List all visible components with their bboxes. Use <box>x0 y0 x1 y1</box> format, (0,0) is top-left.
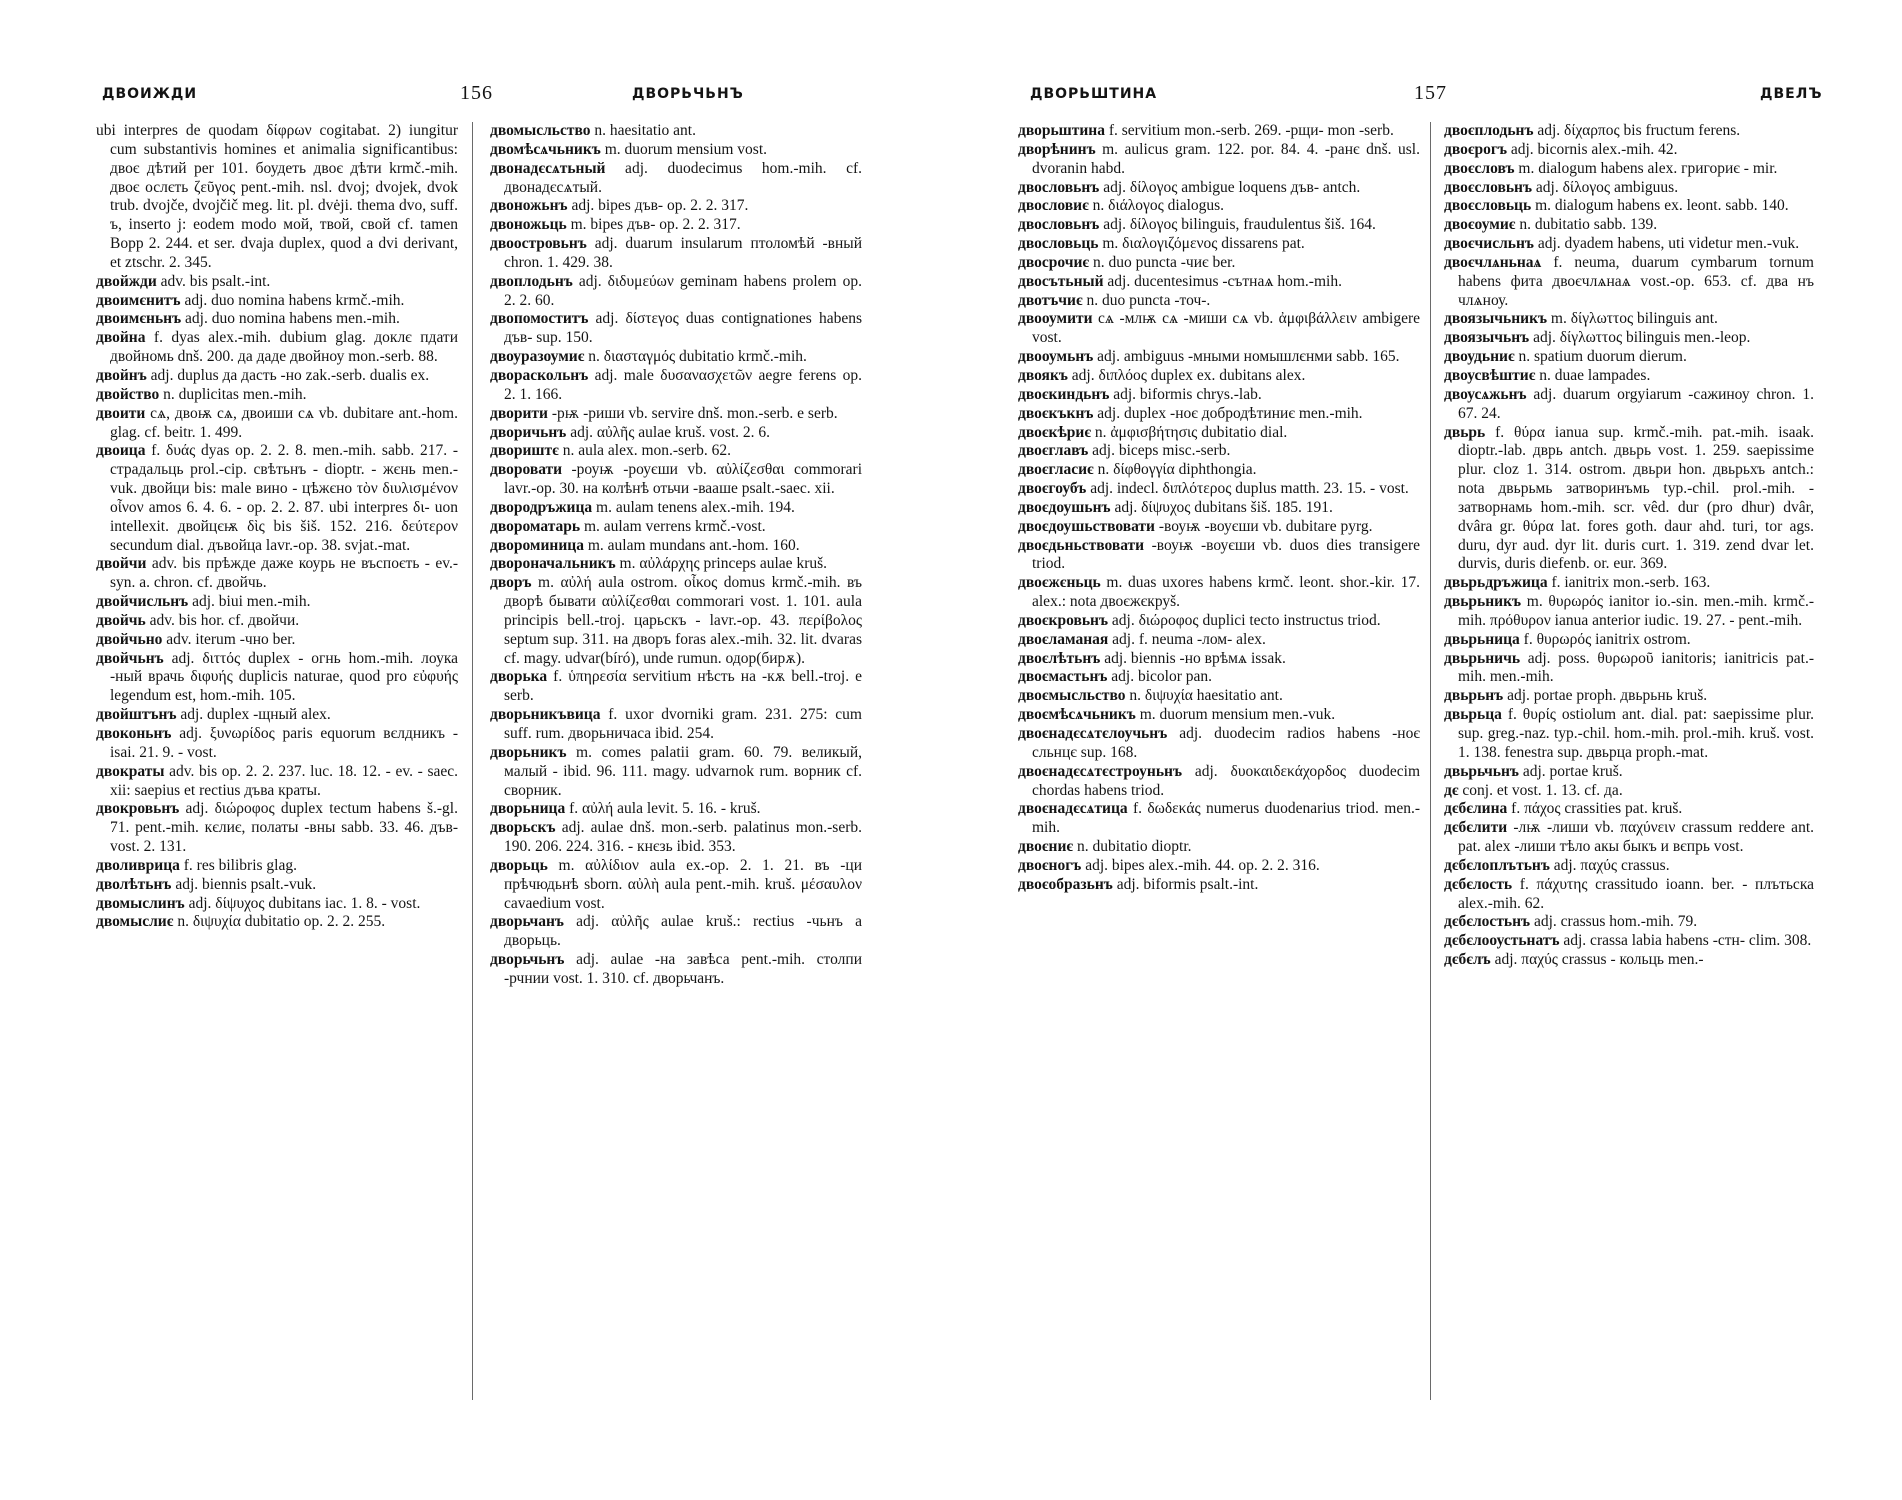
dictionary-entry: дєбєлити -лѭ -лиши vb. παχύνειν crassum reddere ant. pat. alex -лиши тѣло акы быкъ и вєпрь vost. <box>1444 819 1814 856</box>
headword: двоудьниє <box>1444 348 1515 366</box>
headword: двоконьнъ <box>96 725 172 742</box>
headword: дворьць <box>490 856 548 874</box>
dictionary-entry: дєбєлина f. πάχος crassities pat. kruš. <box>1444 800 1683 818</box>
running-head-right: ДВЕЛЪ <box>1760 86 1823 102</box>
headword: двословиє <box>1018 197 1089 215</box>
dictionary-entry: двьрьчьнъ adj. portae kruš. <box>1444 762 1623 780</box>
headword: двоєплодьнъ <box>1444 122 1534 139</box>
dictionary-entry: дєбєлость f. πάχυτης crassitudo ioann. ber. - плътьска alex.-mih. 62. <box>1444 875 1814 912</box>
headword: двоплодьнъ <box>490 272 573 290</box>
dictionary-entry: двойство n. duplicitas men.-mih. <box>96 385 307 403</box>
dictionary-entry: двосътьный adj. ducentesimus -сътнаѧ hom.-mih. <box>1018 272 1342 290</box>
dictionary-entry: двоножьнъ adj. bipes дъв- op. 2. 2. 317. <box>490 197 749 215</box>
headword: двоножьць <box>490 216 567 234</box>
headword: дворити <box>490 404 548 422</box>
dictionary-entry: двьрьнъ adj. portae proph. двьрьнь kruš. <box>1444 687 1708 705</box>
dictionary-entry: двомѣсѧчьникъ m. duorum mensium vost. <box>490 140 768 158</box>
dictionary-entry: двоємастьнъ adj. bicolor pan. <box>1018 668 1213 686</box>
dictionary-entry: двойчьнъ adj. διττός duplex - огнь hom.-mih. лоука -ный врачь διφυής duplicis naturae, quod pro εὐφυής legendum est, hom.-mih. 105. <box>96 649 458 705</box>
headword: двокровьнъ <box>96 800 180 818</box>
dictionary-entry: двонадєсѧтьный adj. duodecimus hom.-mih. cf. двонадєсѧтый. <box>490 159 862 196</box>
dictionary-entry: двоити сѧ, двоѭ сѧ, двоиши сѧ vb. dubitare ant.-hom. glag. cf. beitr. 1. 499. <box>96 404 458 441</box>
dictionary-entry: двословьнъ adj. δίλογος ambigue loquens дъв- antch. <box>1018 178 1361 196</box>
headword: дволиврица <box>96 856 180 874</box>
dictionary-entry: дворьштина f. servitium mon.-serb. 269. -рщи- mon -serb. <box>1018 122 1394 139</box>
dictionary-entry: двородръжица m. aulam tenens alex.-mih. 194. <box>490 498 795 516</box>
headword: двоєкъкнъ <box>1018 404 1094 422</box>
dictionary-entry: дворовати -роуѭ -роуєши vb. αὐλίζεσθαι commorari lavr.-op. 30. на колѣнѣ отьчи -вааше psalt.-saec. xii. <box>490 461 862 498</box>
headword: двомѣсѧчьникъ <box>490 140 601 158</box>
headword: двьрьчьнъ <box>1444 762 1519 780</box>
dictionary-entry: двоєниє n. dubitatio dioptr. <box>1018 838 1192 856</box>
headword: двоєногъ <box>1018 856 1082 874</box>
dictionary-entry: дєбєлоплътьнъ adj. παχύς crassus. <box>1444 856 1670 874</box>
dictionary-entry: дворъ m. αὐλή aula ostrom. οἶκος domus krmč.-mih. въ дворѣ бывати αὐλίζεσθαι commorari vost. 1. 101. aula principis bell.-troj. царьскъ - lavr.-op. 43. περίβολος septum sup. 311. на дворъ foras alex.-mih. 32. lit. dvaras cf. magy. udvar(bíró), unde rumun. одор(бирѫ). <box>490 574 862 667</box>
headword: двосътьный <box>1018 272 1104 290</box>
dictionary-entry: двоєчисльнъ adj. dyadem habens, uti videtur men.-vuk. <box>1444 235 1800 253</box>
headword: двооумьнъ <box>1018 348 1094 366</box>
dictionary-entry: ubi interpres de quodam δίφρων cogitabat. 2) iungitur cum substantivis homines et animalia significantibus: двоє дѣтий per 101. боудеть двоє дѣти krmč.-mih. двоє ослєть ζεῦγος pent.-mih. nsl. dvoj; dvojek, dvok trub. dvojče, dvojčič meg. lit. pl. dvėji. thema dvo, suff. ъ, inserto j: eodem modo мой, твой, свой cf. tamen Bopp 2. 244. et ser. dvaja duplex, quod a dvi derivant, et ztschr. 2. 345. <box>96 122 458 271</box>
headword: дворѣнинъ <box>1018 140 1096 158</box>
headword: двойство <box>96 385 160 403</box>
headword: дєбєлити <box>1444 819 1508 837</box>
headword: двориштє <box>490 442 559 460</box>
headword: двороминица <box>490 536 584 554</box>
page-156 <box>88 0 872 1500</box>
headword: двойчьнъ <box>96 649 164 667</box>
headword: двойштънъ <box>96 706 177 724</box>
left-column <box>96 122 458 1410</box>
dictionary-entry: дворьчьнъ adj. aulae -на завѣса pent.-mih. столпи -рчнии vost. 1. 310. cf. дворьчанъ. <box>490 951 862 987</box>
headword: двоязычьникъ <box>1444 310 1548 328</box>
headword: дєбєлъ <box>1444 951 1491 969</box>
dictionary-entry: двословьнъ adj. δίλογος bilinguis, fraudulentus šiš. 164. <box>1018 216 1376 234</box>
headword: дворьница <box>490 800 566 818</box>
dictionary-entry: двооумити сѧ -млѭ сѧ -миши сѧ vb. ἀμφιβάλλειν ambigere vost. <box>1018 310 1420 347</box>
headword: двоуразоумиє <box>490 348 585 366</box>
dictionary-entry: дворити -рѭ -риши vb. servire dnš. mon.-serb. e serb. <box>490 404 838 422</box>
headword: двоєчлѧньнаѧ <box>1444 253 1542 271</box>
headword: двоусѧжьнъ <box>1444 385 1527 403</box>
headword: двоєнадєсѧтица <box>1018 800 1128 818</box>
headword: дєбєлость <box>1444 875 1513 893</box>
headword: двотъчиє <box>1018 291 1083 309</box>
dictionary-entry: двьрьца f. θυρίς ostiolum ant. dial. pat: saepissime plur. sup. greg.-naz. typ.-chil. hom.-mih. prol.-mih. kruš. vost. 1. 138. fenestra sup. двьрца proph.-mat. <box>1444 706 1814 761</box>
headword: двоица <box>96 442 146 460</box>
headword: дворьчанъ <box>490 913 564 931</box>
headword: двьрьнъ <box>1444 687 1504 705</box>
dictionary-entry: двоєнадєсѧтєстроуньнъ adj. δυοκαιδεκάχορδος duodecim chordas habens triod. <box>1018 762 1420 799</box>
headword: двойнъ <box>96 366 147 384</box>
dictionary-entry: двьрьдръжица f. ianitrix mon.-serb. 163. <box>1444 574 1711 592</box>
dictionary-entry: дволиврица f. res bilibris glag. <box>96 856 297 874</box>
headword: дворьникъ <box>490 743 567 761</box>
dictionary-entry: двооумьнъ adj. ambiguus -мными номышлєнми sabb. 165. <box>1018 348 1400 366</box>
headword: двородръжица <box>490 498 593 516</box>
headword: двороматарь <box>490 517 581 535</box>
dictionary-entry: двоязычьникъ m. δίγλωττος bilinguis ant. <box>1444 310 1718 328</box>
dictionary-entry: дволѣтьнъ adj. biennis psalt.-vuk. <box>96 875 317 893</box>
headword: двьрьничь <box>1444 649 1521 667</box>
page-157 <box>1018 0 1823 1500</box>
headword: двократы <box>96 762 165 780</box>
headword: двоєдоушьствовати <box>1018 517 1155 535</box>
dictionary-entry: двоєкѣриє n. ἀμφισβήτησις dubitatio dial. <box>1018 423 1288 441</box>
headword: дворьчьнъ <box>490 951 565 969</box>
dictionary-entry: двоєгоубъ adj. indecl. διπλότερος duplus matth. 23. 15. - vost. <box>1018 480 1409 498</box>
dictionary-entry: двораскольнъ adj. male δυσανασχετῶν aegre ferens op. 2. 1. 166. <box>490 366 862 403</box>
headword: двоити <box>96 404 146 422</box>
dictionary-entry: дєбєлооустьнатъ adj. crassa labia habens -стн- clim. 308. <box>1444 932 1812 950</box>
dictionary-entry: двомыслинъ adj. δίψυχος dubitans iac. 1. 8. - vost. <box>96 894 421 912</box>
headword: дворька <box>490 668 548 686</box>
dictionary-entry: двоєкиндьнъ adj. biformis chrys.-lab. <box>1018 385 1262 403</box>
headword: двоєсловъ <box>1444 159 1515 177</box>
headword: двоєжєньць <box>1018 574 1101 592</box>
dictionary-entry: двоєдоушьнъ adj. δίψυχος dubitans šiš. 185. 191. <box>1018 498 1333 516</box>
dictionary-entry: двоєдоушьствовати -воуѭ -воуєши vb. dubitare pyrg. <box>1018 517 1373 535</box>
column-divider <box>472 122 473 1400</box>
dictionary-entry: двоєсловъ m. dialogum habens alex. григориє - mir. <box>1444 159 1778 177</box>
dictionary-entry: двоєногъ adj. bipes alex.-mih. 44. op. 2. 2. 316. <box>1018 856 1320 874</box>
headword: двойчи <box>96 555 147 573</box>
dictionary-entry: дворьница f. αὐλή aula levit. 5. 16. - kruš. <box>490 800 761 818</box>
headword: двьрьница <box>1444 630 1520 648</box>
headword: двьрьдръжица <box>1444 574 1548 592</box>
headword: дєбєлооустьнатъ <box>1444 932 1560 950</box>
dictionary-entry: двокровьнъ adj. διώροφος duplex tectum habens š.-gl. 71. pent.-mih. кєлиє, полаты -вны sabb. 33. 46. дъв- vost. 2. 131. <box>96 800 458 856</box>
dictionary-entry: двоємѣсѧчьникъ m. duorum mensium men.-vuk. <box>1018 706 1336 724</box>
dictionary-entry: двоєрогъ adj. bicornis alex.-mih. 42. <box>1444 140 1678 158</box>
dictionary-entry: дворьчанъ adj. αὐλῆς aulae kruš.: rectius -чьнъ a дворьць. <box>490 913 862 950</box>
headword: двоєламаная <box>1018 630 1109 648</box>
dictionary-entry: двоєкъкнъ adj. duplex -ноє добродѣтиниє men.-mih. <box>1018 404 1363 422</box>
headword: двойчьно <box>96 630 163 648</box>
dictionary-entry: двоножьць m. bipes дъв- op. 2. 2. 317. <box>490 216 741 234</box>
dictionary-entry: двоєплодьнъ adj. δίχαρπος bis fructum ferens. <box>1444 122 1741 139</box>
headword: дє <box>1444 781 1459 799</box>
dictionary-entry: двоуразоумиє n. διασταγμός dubitatio krmč.-mih. <box>490 348 807 366</box>
dictionary-entry: двоєлѣтьнъ adj. biennis -но врѣмѧ issak. <box>1018 649 1286 667</box>
headword: двьрьца <box>1444 706 1502 724</box>
headword: дворъ <box>490 574 532 592</box>
headword: двоєдоушьнъ <box>1018 498 1111 516</box>
dictionary-entry: двоєжєньць m. duas uxores habens krmč. leont. shor.-kir. 17. alex.: nota двоєжєкруš. <box>1018 574 1420 611</box>
headword: двоємысльство <box>1018 687 1126 705</box>
headword: дворьштина <box>1018 122 1105 139</box>
dictionary-entry: двоєдьньствовати -воуѭ -воуєши vb. duos dies transigere triod. <box>1018 536 1420 573</box>
dictionary-entry: двомыслиє n. διψυχία dubitatio op. 2. 2. 255. <box>96 913 386 931</box>
headword: двоєрогъ <box>1444 140 1507 158</box>
running-head-left: ДВОРЬШТИНА <box>1030 86 1158 102</box>
headword: дворичьнъ <box>490 423 567 441</box>
dictionary-entry: двойчи adv. bis прѣжде даже коурь не въспоєть - ev.-syn. a. chron. cf. двойчь. <box>96 555 458 592</box>
headword: двойчь <box>96 611 146 629</box>
headword: двоєнадєсѧтєстроуньнъ <box>1018 762 1183 780</box>
dictionary-entry: двороминица m. aulam mundans ant.-hom. 160. <box>490 536 800 554</box>
dictionary-entry: двойна f. dyas alex.-mih. dubium glag. доклє пдати двойномь dnš. 200. да даде двойноу mon.-serb. 88. <box>96 329 458 366</box>
headword: двоєсловьнъ <box>1444 178 1533 196</box>
headword: двоимєньнъ <box>96 310 182 328</box>
dictionary-entry: двоєоумиє n. dubitatio sabb. 139. <box>1444 216 1658 234</box>
headword: двоємастьнъ <box>1018 668 1108 686</box>
dictionary-entry: двойжди adv. bis psalt.-int. <box>96 272 271 290</box>
dictionary-entry: двословьць m. διαλογιζόμενος dissarens pat. <box>1018 235 1305 253</box>
dictionary-entry: двомысльство n. haesitatio ant. <box>490 122 696 139</box>
dictionary-entry: двосрочиє n. duo puncta -чиє ber. <box>1018 253 1236 271</box>
headword: двоєкиндьнъ <box>1018 385 1110 403</box>
right-column <box>490 122 862 1410</box>
column-divider <box>1430 122 1431 1400</box>
dictionary-entry: двойнъ adj. duplus да дасть -но zak.-serb. dualis ex. <box>96 366 430 384</box>
dictionary-entry: двоєкровьнъ adj. διώροφος duplici tecto instructus triod. <box>1018 611 1381 629</box>
dictionary-entry: дворичьнъ adj. αὐλῆς aulae kruš. vost. 2. 6. <box>490 423 771 441</box>
headword: двоимєнитъ <box>96 291 181 309</box>
headword: двоєкѣриє <box>1018 423 1092 441</box>
dictionary-entry: двоякъ adj. διπλόος duplex ex. dubitans alex. <box>1018 366 1306 384</box>
dictionary-entry: двоєламаная adj. f. neuma -лом- alex. <box>1018 630 1266 648</box>
dictionary-entry: двойчисльнъ adj. biui men.-mih. <box>96 593 311 611</box>
dictionary-entry: дєбєлъ adj. παχύς crassus - кольць men.- <box>1444 951 1704 969</box>
dictionary-entry: двоимєнитъ adj. duo nomina habens krmč.-mih. <box>96 291 405 309</box>
headword: двомыслинъ <box>96 894 185 912</box>
headword: двословьнъ <box>1018 178 1100 196</box>
dictionary-entry: двьрьникъ m. θυρωρός ianitor io.-sin. men.-mih. krmč.-mih. πρόθυρον ianua anterior iudic. 19. 27. - pent.-mih. <box>1444 593 1814 629</box>
dictionary-entry: двоязычьнъ adj. δίγλωττος bilinguis men.-leop. <box>1444 329 1751 347</box>
headword: двораскольнъ <box>490 366 589 384</box>
headword: двоєчисльнъ <box>1444 235 1534 253</box>
dictionary-entry: дє conj. et vost. 1. 13. cf. да. <box>1444 781 1623 799</box>
dictionary-entry: двоица f. δυάς dyas op. 2. 2. 8. men.-mih. sabb. 217. - страдальць prol.-cip. свѣтьнъ - dioptr. - жєнь men.-vuk. двойци bis: male вино - цѣжєно τὸν διυλισμένον οἶνον amos 6. 4. 6. - op. 2. 2. 87. ubi interpres δι- uon intellexit. двойцєѭ δὶς bis šiš. 152. 216. δεύτερον secundum dial. дъвойца lavr.-op. 38. svjat.-mat. <box>96 442 458 554</box>
left-column <box>1018 122 1420 1410</box>
headword: двоєобразьнъ <box>1018 875 1113 893</box>
headword: двойжди <box>96 272 157 290</box>
dictionary-entry: двократы adv. bis op. 2. 2. 237. luc. 18. 12. - ev. - saec. xii: saepius et rectius дъва краты. <box>96 762 458 799</box>
dictionary-entry: дєбєлостьнъ adj. crassus hom.-mih. 79. <box>1444 913 1698 931</box>
headword: двоєглавъ <box>1018 442 1089 460</box>
dictionary-entry: двоконьнъ adj. ξυνωρίδος paris equorum вєлдникъ - isai. 21. 9. - vost. <box>96 725 458 761</box>
headword: двоєгласиє <box>1018 461 1094 479</box>
headword: двоостровьнъ <box>490 235 587 253</box>
dictionary-entry: двоплодьнъ adj. διδυμεύων geminam habens prolem op. 2. 2. 60. <box>490 272 862 309</box>
dictionary-entry: двоусвѣштиє n. duae lampades. <box>1444 366 1651 384</box>
dictionary-entry: двоостровьнъ adj. duarum insularum птоломѣй -вный chron. 1. 429. 38. <box>490 235 862 271</box>
dictionary-entry: двоимєньнъ adj. duo nomina habens men.-mih. <box>96 310 400 328</box>
headword: двьрь <box>1444 423 1486 441</box>
headword: двословьць <box>1018 235 1099 253</box>
headword: двоєдьньствовати <box>1018 536 1145 554</box>
dictionary-entry: двьрьничь adj. poss. θυρωροῦ ianitoris; ianitricis pat.-mih. men.-mih. <box>1444 649 1814 686</box>
headword: двооумити <box>1018 310 1093 328</box>
headword: дворьскъ <box>490 819 556 837</box>
headword: двомысльство <box>490 122 591 139</box>
dictionary-entry: двойштънъ adj. duplex -щный alex. <box>96 706 331 724</box>
headword: двоємѣсѧчьникъ <box>1018 706 1136 724</box>
dictionary-entry: двойчь adv. bis hor. cf. двойчи. <box>96 611 300 629</box>
headword: двоєниє <box>1018 838 1074 856</box>
dictionary-entry: дворѣнинъ m. aulicus gram. 122. por. 84. 4. -ранє dnš. usl. dvoranin habd. <box>1018 140 1420 177</box>
headword: двосрочиє <box>1018 253 1090 271</box>
headword: дворьникъвица <box>490 706 601 724</box>
headword: двоєнадєсѧтєлоучьнъ <box>1018 725 1168 742</box>
dictionary-entry: двоєчлѧньнаѧ f. neuma, duarum cymbarum tornum habens фита двоєчлѧнаѧ vost.-op. 653. cf. два нъ члѧноу. <box>1444 253 1814 309</box>
dictionary-entry: дворька f. ὑπηρεσία servitium нѣсть на -кѫ bell.-troj. e serb. <box>490 668 862 705</box>
dictionary-entry: двойчьно adv. iterum -чно ber. <box>96 630 296 648</box>
dictionary-entry: двотъчиє n. duo puncta -точ-. <box>1018 291 1211 309</box>
dictionary-entry: дворьникъвица f. uxor dvorniki gram. 231. 275: cum suff. rum. дворьничаса ibid. 254. <box>490 706 862 742</box>
dictionary-entry: двоудьниє n. spatium duorum dierum. <box>1444 348 1687 366</box>
headword: двойчисльнъ <box>96 593 189 611</box>
dictionary-entry: дворьскъ adj. aulae dnš. mon.-serb. palatinus mon.-serb. 190. 206. 224. 316. - кнєзь ibid. 353. <box>490 819 862 856</box>
page-number: 156 <box>460 82 493 104</box>
headword: двоєоумиє <box>1444 216 1516 234</box>
dictionary-entry: дворьникъ m. comes palatii gram. 60. 79. великый, малый - ibid. 96. 111. magy. udvarnok rum. ворник cf. сворник. <box>490 743 862 799</box>
dictionary-entry: двориштє n. aula alex. mon.-serb. 62. <box>490 442 731 460</box>
dictionary-entry: двороначальникъ m. αὐλάρχης princeps aulae kruš. <box>490 555 828 573</box>
headword: двопомоститъ <box>490 310 589 328</box>
headword: двомыслиє <box>96 913 174 931</box>
headword: двонадєсѧтьный <box>490 159 606 177</box>
dictionary-entry: двопомоститъ adj. δίστεγος duas contignationes habens дъв- sup. 150. <box>490 310 862 347</box>
headword: двоєкровьнъ <box>1018 611 1109 629</box>
dictionary-entry: дворьць m. αὐλίδιον aula ex.-op. 2. 1. 21. въ -ци прѣчюдьнѣ sborn. αὐλὴ aula pent.-mih. kruš. μέσαυλον cavaedium vost. <box>490 856 862 912</box>
dictionary-entry: двоєнадєсѧтица f. δωδεκάς numerus duodenarius triod. men.-mih. <box>1018 800 1420 837</box>
running-head <box>88 82 872 112</box>
headword: двьрьникъ <box>1444 593 1522 611</box>
running-head-right: ДВОРЬЧЬНЪ <box>632 86 744 102</box>
running-head <box>1018 82 1823 112</box>
dictionary-entry: двоєсловьць m. dialogum habens ex. leont. sabb. 140. <box>1444 197 1789 215</box>
dictionary-entry: двороматарь m. aulam verrens krmč.-vost. <box>490 517 766 535</box>
headword: двоусвѣштиє <box>1444 366 1536 384</box>
headword: двоєгоубъ <box>1018 480 1087 498</box>
headword: двойна <box>96 329 146 347</box>
headword: дволѣтьнъ <box>96 875 172 893</box>
dictionary-entry: двоєнадєсѧтєлоучьнъ adj. duodecim radios habens -ноє сльнцє sup. 168. <box>1018 725 1420 761</box>
headword: двоязычьнъ <box>1444 329 1530 347</box>
dictionary-entry: двьрьница f. θυρωρός ianitrix ostrom. <box>1444 630 1691 648</box>
headword: двоножьнъ <box>490 197 568 215</box>
headword: дєбєлостьнъ <box>1444 913 1531 931</box>
dictionary-entry: двоєглавъ adj. biceps misc.-serb. <box>1018 442 1231 460</box>
dictionary-entry: двьрь f. θύρα ianua sup. krmč.-mih. pat.-mih. isaak. dioptr.-lab. дврь antch. двьрь vost. 1. 259. saepissime plur. cloz 1. 314. ostrom. двьри hon. двьрьхъ antch.: nota двьрьмь затворинъмь typ.-chil. prol.-mih. - затворнамь hom.-mih. scr. vêd. dur (pro dhur) dvâr, dvâra gr. θύρα lat. fores goth. daur ahd. turi, tor ags. duru, dyr aud. dyr lit. duris curt. 1. 319. zend dvar let. durvis, duris diefenb. or. eur. 369. <box>1444 423 1814 573</box>
headword: дворовати <box>490 461 563 479</box>
headword: дєбєлоплътьнъ <box>1444 856 1550 874</box>
dictionary-entry: двоєсловьнъ adj. δίλογος ambiguus. <box>1444 178 1679 196</box>
dictionary-entry: двоєобразьнъ adj. biformis psalt.-int. <box>1018 875 1259 893</box>
running-head-left: ДВОИЖДИ <box>102 86 198 102</box>
page-number: 157 <box>1414 82 1447 104</box>
headword: двоєсловьць <box>1444 197 1532 215</box>
headword: двороначальникъ <box>490 555 616 573</box>
headword: двословьнъ <box>1018 216 1100 234</box>
right-column <box>1444 122 1814 1410</box>
dictionary-entry: двоєгласиє n. δίφθογγία diphthongia. <box>1018 461 1257 479</box>
headword: двоєлѣтьнъ <box>1018 649 1101 667</box>
dictionary-entry: двословиє n. διάλογος dialogus. <box>1018 197 1225 215</box>
dictionary-entry: двоусѧжьнъ adj. duarum orgyiarum -сажиноу chron. 1. 67. 24. <box>1444 385 1814 422</box>
headword: дєбєлина <box>1444 800 1508 818</box>
dictionary-entry: двоємысльство n. διψυχία haesitatio ant. <box>1018 687 1283 705</box>
headword: двоякъ <box>1018 366 1068 384</box>
